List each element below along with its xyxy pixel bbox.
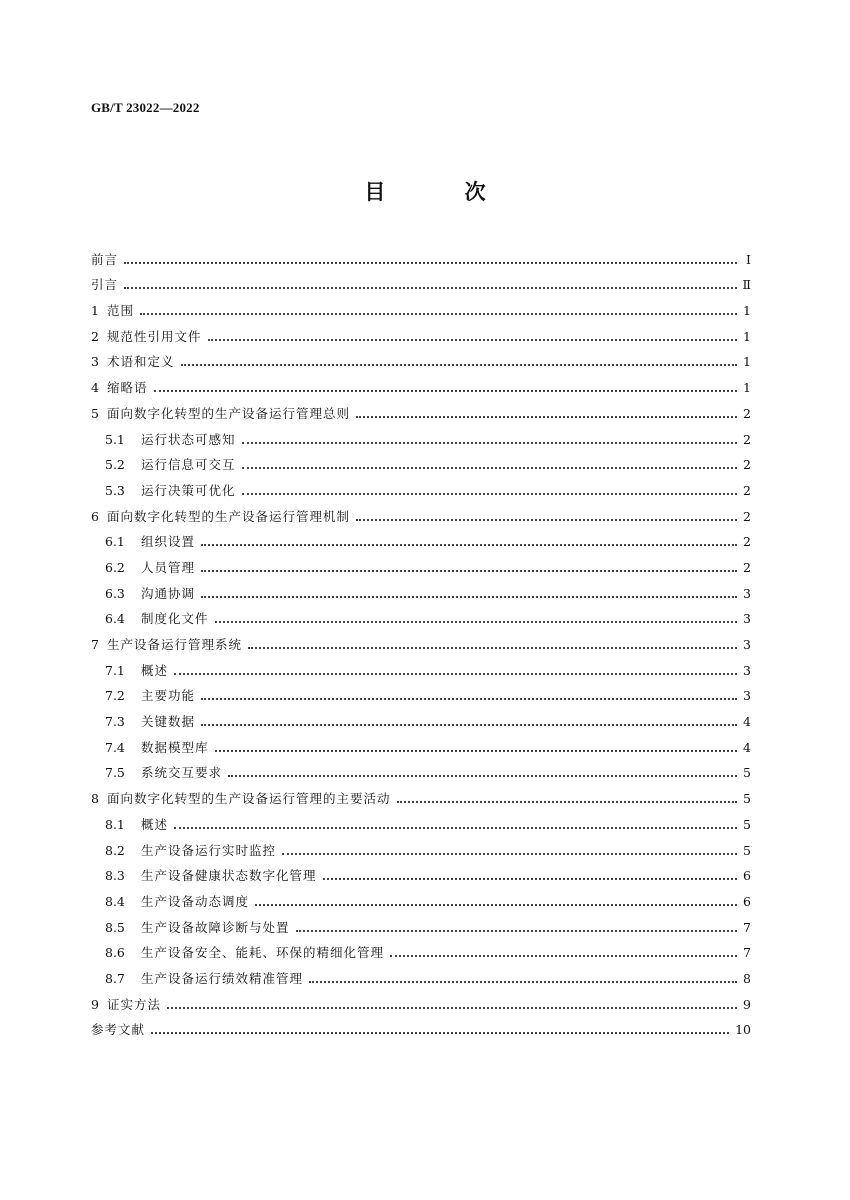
toc-entry-number: 5 (91, 405, 99, 421)
dot-leader (323, 878, 737, 880)
toc-entry-number: 7.5 (105, 765, 125, 781)
toc-entry-number: 5.2 (105, 457, 125, 473)
toc-entry[interactable] (91, 525, 751, 551)
dot-leader (181, 364, 737, 366)
toc-entry-page: 7 (743, 945, 751, 961)
dot-leader (140, 313, 737, 315)
dot-leader (215, 750, 737, 752)
toc-entry-number: 9 (91, 996, 99, 1012)
toc-entry-title: 生产设备运行管理系统 (107, 637, 243, 652)
toc-entry-title: 引言 (91, 277, 119, 293)
toc-entry[interactable] (91, 499, 751, 525)
toc-entry-page: 2 (743, 534, 751, 550)
toc-entry-page: 2 (743, 457, 751, 473)
dot-leader (242, 493, 737, 495)
dot-leader (201, 570, 737, 572)
toc-entry-number: 6.4 (105, 611, 125, 627)
toc-entry-number: 7.1 (105, 662, 125, 678)
toc-entry-page: 6 (743, 868, 751, 884)
dot-leader (255, 904, 737, 906)
toc-entry[interactable] (91, 730, 751, 756)
toc-entry-title: 运行状态可感知 (141, 431, 236, 447)
toc-entry[interactable] (91, 807, 751, 833)
toc-entry[interactable] (91, 1013, 751, 1039)
toc-entry-page: 9 (743, 996, 751, 1012)
toc-entry-page: 5 (743, 842, 751, 858)
dot-leader (201, 544, 737, 546)
toc-entry-page: 1 (743, 303, 751, 319)
toc-entry[interactable] (91, 448, 751, 474)
toc-entry-number: 8.6 (105, 945, 125, 961)
toc-entry[interactable] (91, 627, 751, 653)
toc-entry-title: 运行决策可优化 (141, 482, 236, 498)
toc-entry-page: 3 (743, 637, 751, 652)
toc-entry-title: 证实方法 (107, 996, 162, 1012)
toc-entry-number: 5.3 (105, 482, 125, 498)
dot-leader (390, 955, 737, 957)
toc-entry-title: 系统交互要求 (141, 765, 223, 781)
toc-entry-number: 7.2 (105, 688, 125, 704)
toc-entry-page: 7 (743, 919, 751, 935)
toc-entry-title: 缩略语 (107, 380, 148, 396)
dot-leader (356, 416, 737, 418)
toc-entry-page: 10 (735, 1022, 751, 1038)
toc-entry[interactable] (91, 370, 751, 396)
toc-entry-page: 6 (743, 893, 751, 909)
toc-entry-page: 5 (743, 816, 751, 832)
toc-entry-page: 4 (743, 739, 751, 755)
dot-leader (201, 724, 737, 726)
toc-entry-title: 面向数字化转型的生产设备运行管理总则 (107, 405, 351, 421)
toc-entry-page: 1 (743, 380, 751, 396)
dot-leader (124, 262, 737, 264)
toc-entry-page: Ⅱ (742, 277, 751, 293)
dot-leader (201, 698, 737, 700)
toc-entry[interactable] (91, 859, 751, 885)
table-of-contents (91, 242, 751, 1038)
toc-entry-title: 范围 (107, 303, 135, 319)
toc-entry-title: 生产设备运行实时监控 (141, 842, 277, 858)
toc-entry-number: 7 (91, 637, 99, 652)
toc-entry-page: 2 (743, 482, 751, 498)
dot-leader (151, 1032, 729, 1034)
toc-entry[interactable] (91, 345, 751, 371)
toc-entry-title: 生产设备故障诊断与处置 (141, 919, 290, 935)
toc-entry[interactable] (91, 242, 751, 268)
dot-leader (154, 390, 737, 392)
toc-entry-page: 3 (743, 662, 751, 678)
toc-entry-title: 前言 (91, 251, 119, 267)
dot-leader (215, 621, 737, 623)
toc-entry-number: 8.5 (105, 919, 125, 935)
toc-entry-title: 面向数字化转型的生产设备运行管理的主要活动 (107, 791, 391, 807)
toc-entry[interactable] (91, 422, 751, 448)
toc-entry-page: 2 (743, 431, 751, 447)
toc-entry-title: 关键数据 (141, 714, 196, 730)
toc-entry-title: 概述 (141, 816, 169, 832)
dot-leader (242, 467, 737, 469)
toc-entry-number: 8.3 (105, 868, 125, 884)
toc-entry[interactable] (91, 679, 751, 705)
toc-entry-title: 数据模型库 (141, 739, 209, 755)
toc-entry-title: 生产设备安全、能耗、环保的精细化管理 (141, 945, 385, 961)
toc-entry-page: 4 (743, 714, 751, 730)
toc-entry-page: Ⅰ (746, 251, 751, 267)
dot-leader (242, 442, 737, 444)
toc-entry-title: 主要功能 (141, 688, 196, 704)
toc-entry[interactable] (91, 833, 751, 859)
toc-entry[interactable] (91, 987, 751, 1013)
toc-entry[interactable] (91, 884, 751, 910)
toc-entry[interactable] (91, 550, 751, 576)
toc-entry-title: 沟通协调 (141, 585, 196, 601)
toc-entry-number: 8.1 (105, 816, 125, 832)
toc-entry-number: 8 (91, 791, 99, 807)
toc-entry-number: 3 (91, 354, 99, 370)
toc-entry-number: 1 (91, 303, 99, 319)
dot-leader (167, 1007, 737, 1009)
toc-entry-page: 2 (743, 559, 751, 575)
toc-entry[interactable] (91, 961, 751, 987)
toc-entry-number: 2 (91, 328, 99, 344)
toc-entry[interactable] (91, 396, 751, 422)
toc-entry-page: 5 (743, 791, 751, 807)
dot-leader (296, 930, 737, 932)
toc-entry[interactable] (91, 268, 751, 294)
toc-entry-page: 3 (743, 688, 751, 704)
toc-entry[interactable] (91, 653, 751, 679)
toc-entry-page: 2 (743, 508, 751, 524)
toc-entry[interactable] (91, 473, 751, 499)
toc-entry-number: 8.7 (105, 970, 125, 986)
toc-entry-title: 概述 (141, 662, 169, 678)
toc-entry-page: 1 (743, 354, 751, 370)
toc-entry-title: 面向数字化转型的生产设备运行管理机制 (107, 508, 351, 524)
toc-entry[interactable] (91, 576, 751, 602)
toc-entry[interactable] (91, 602, 751, 628)
toc-entry-page: 3 (743, 611, 751, 627)
dot-leader (174, 827, 737, 829)
dot-leader (208, 339, 737, 341)
toc-entry-page: 3 (743, 585, 751, 601)
toc-entry-page: 1 (743, 328, 751, 344)
toc-entry-title: 术语和定义 (107, 354, 175, 370)
toc-entry-title: 生产设备运行绩效精准管理 (141, 970, 304, 986)
dot-leader (124, 287, 736, 289)
toc-entry-page: 8 (743, 970, 751, 986)
toc-entry-title: 生产设备健康状态数字化管理 (141, 868, 317, 884)
toc-entry-number: 5.1 (105, 431, 125, 447)
toc-entry[interactable] (91, 781, 751, 807)
toc-entry-number: 7.3 (105, 714, 125, 730)
toc-entry-number: 6.2 (105, 559, 125, 575)
dot-leader (356, 519, 737, 521)
toc-entry-title: 规范性引用文件 (107, 328, 202, 344)
dot-leader (309, 981, 737, 983)
dot-leader (201, 596, 737, 598)
toc-entry[interactable] (91, 936, 751, 962)
dot-leader (174, 673, 737, 675)
dot-leader (248, 647, 737, 649)
toc-entry-number: 6.1 (105, 534, 125, 550)
dot-leader (228, 775, 737, 777)
toc-entry-page: 5 (743, 765, 751, 781)
toc-entry-title: 人员管理 (141, 559, 196, 575)
toc-entry-number: 6.3 (105, 585, 125, 601)
toc-entry-number: 4 (91, 380, 99, 396)
toc-entry-title: 参考文献 (91, 1022, 146, 1038)
toc-entry-title: 生产设备动态调度 (141, 893, 250, 909)
dot-leader (282, 853, 737, 855)
toc-entry-page: 2 (743, 405, 751, 421)
toc-entry[interactable] (91, 319, 751, 345)
standard-code: GB/T 23022—2022 (91, 100, 200, 115)
dot-leader (397, 801, 737, 803)
page-title: 目 次 (364, 179, 522, 204)
toc-entry-number: 7.4 (105, 739, 125, 755)
toc-entry-number: 8.4 (105, 893, 125, 909)
toc-entry-number: 6 (91, 508, 99, 524)
toc-entry[interactable] (91, 756, 751, 782)
toc-entry-title: 运行信息可交互 (141, 457, 236, 473)
toc-entry-number: 8.2 (105, 842, 125, 858)
toc-entry-title: 组织设置 (141, 534, 196, 550)
toc-entry-title: 制度化文件 (141, 611, 209, 627)
toc-entry[interactable] (91, 293, 751, 319)
toc-entry[interactable] (91, 704, 751, 730)
toc-entry[interactable] (91, 910, 751, 936)
